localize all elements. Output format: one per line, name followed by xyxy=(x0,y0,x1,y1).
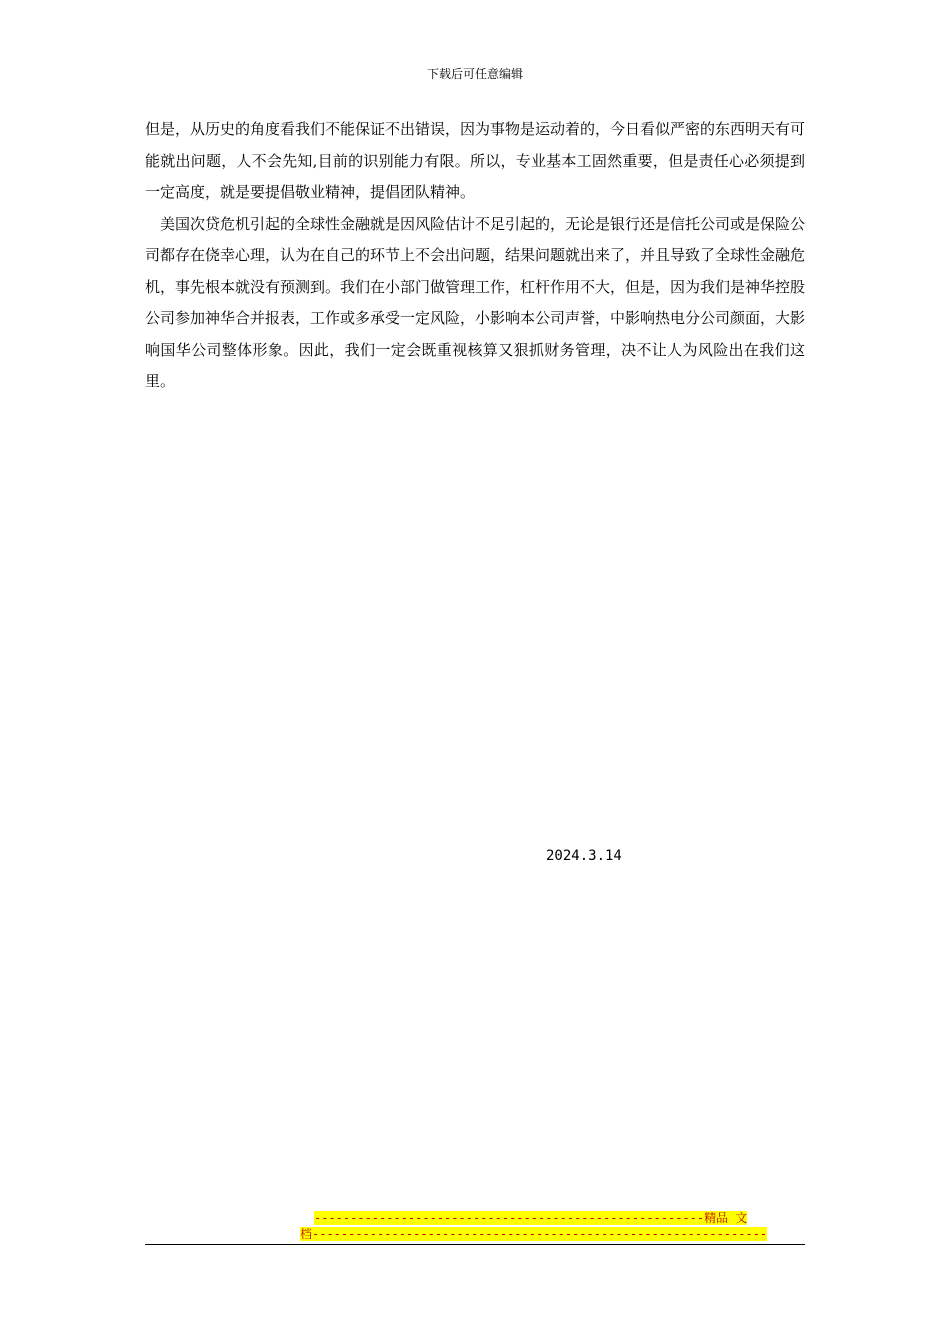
footer-banner-line-2 xyxy=(300,1226,768,1242)
footer-divider xyxy=(145,1244,805,1245)
footer-banner-text-2: 档--------------------------------------------------------------- xyxy=(300,1227,768,1241)
paragraph-2: 美国次贷危机引起的全球性金融就是因风险估计不足引起的，无论是银行还是信托公司或是保险公司都存在侥幸心理，认为在自己的环节上不会出问题，结果问题就出来了，并且导致了全球性金融危机，事先根本就没有预测到。我们在小部门做管理工作，杠杆作用不大，但是，因为我们是神华控股公司参加神华合并报表，工作或多承受一定风险，小影响本公司声誉，中影响热电分公司颜面，大影响国华公司整体形象。因此，我们一定会既重视核算又狠抓财务管理，决不让人为风险出在我们这里。 xyxy=(145,214,806,390)
document-date: 2024.3.14 xyxy=(546,848,622,864)
page-header: 下载后可任意编辑 xyxy=(426,67,523,81)
paragraph-1: 但是，从历史的角度看我们不能保证不出错误，因为事物是运动着的，今日看似严密的东西明天有可能就出问题，人不会先知,目前的识别能力有限。所以，专业基本工固然重要，但是责任心必须提到一定高度，就是要提倡敬业精神，提倡团队精神。 xyxy=(145,120,806,201)
document-body xyxy=(145,114,805,398)
footer-banner-line-1 xyxy=(300,1210,748,1226)
footer-banner xyxy=(300,1210,768,1242)
footer-banner-text-1: ------------------------------------------------------精品 文 xyxy=(314,1211,748,1225)
